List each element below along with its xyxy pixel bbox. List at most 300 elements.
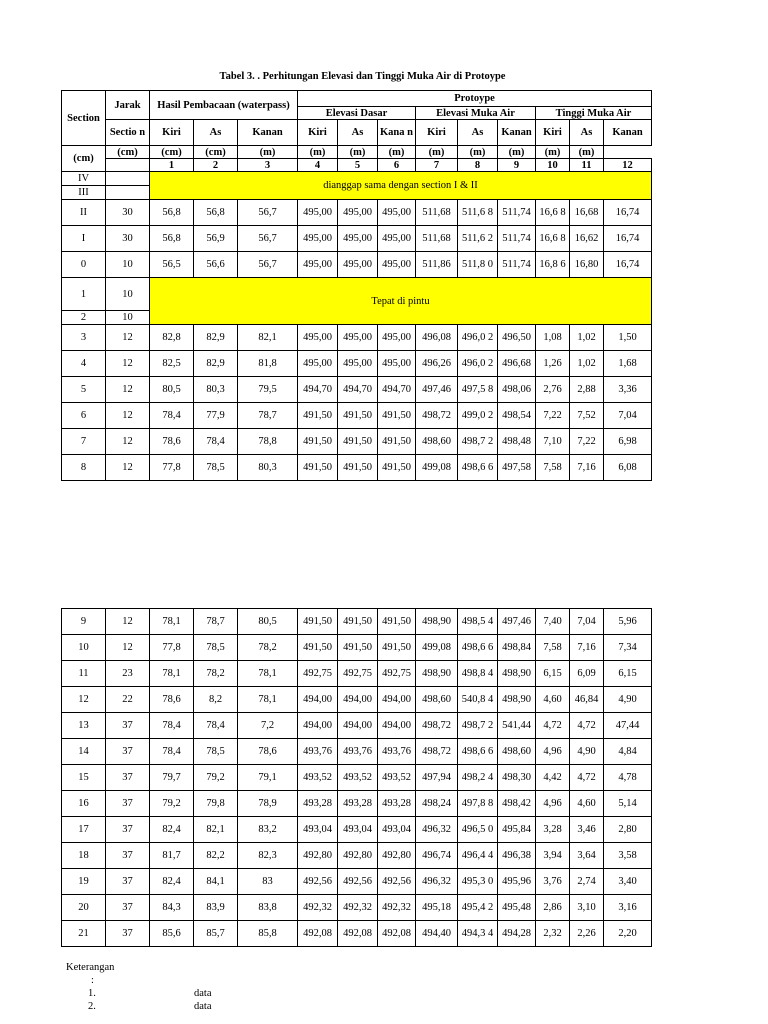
header-col: Kiri (536, 120, 570, 146)
dasar-as-cell: 491,50 (338, 455, 378, 481)
tinggi-kiri-cell: 2,86 (536, 895, 570, 921)
as-cm-cell: 82,2 (194, 843, 238, 869)
muka-air-as-cell: 511,6 8 (458, 200, 498, 226)
dasar-as-cell: 493,76 (338, 739, 378, 765)
header-unit: (m) (416, 146, 458, 159)
tinggi-kanan-cell: 5,96 (604, 609, 652, 635)
section-cell: 6 (62, 403, 106, 429)
tinggi-kanan-cell: 4,90 (604, 687, 652, 713)
kanan-cm-cell: 83,8 (238, 895, 298, 921)
muka-air-as-cell: 498,6 6 (458, 455, 498, 481)
header-num: 7 (416, 159, 458, 172)
muka-air-kanan-cell: 498,54 (498, 403, 536, 429)
as-cm-cell: 78,5 (194, 635, 238, 661)
dasar-kanan-cell: 491,50 (378, 403, 416, 429)
tinggi-kanan-cell: 6,08 (604, 455, 652, 481)
muka-air-kanan-cell: 498,90 (498, 687, 536, 713)
kanan-cm-cell: 78,7 (238, 403, 298, 429)
tinggi-kanan-cell: 4,78 (604, 765, 652, 791)
muka-air-as-cell: 499,0 2 (458, 403, 498, 429)
kiri-cm-cell: 78,6 (150, 687, 194, 713)
tinggi-kiri-cell: 3,28 (536, 817, 570, 843)
jarak-cell: 37 (106, 895, 150, 921)
jarak-cell: 22 (106, 687, 150, 713)
muka-air-kiri-cell: 498,90 (416, 609, 458, 635)
dasar-kanan-cell: 495,00 (378, 325, 416, 351)
kiri-cm-cell: 85,6 (150, 921, 194, 947)
dasar-kanan-cell: 493,76 (378, 739, 416, 765)
section-cell: 7 (62, 429, 106, 455)
muka-air-as-cell: 498,7 2 (458, 429, 498, 455)
as-cm-cell: 8,2 (194, 687, 238, 713)
muka-air-kanan-cell: 494,28 (498, 921, 536, 947)
dasar-as-cell: 494,00 (338, 687, 378, 713)
muka-air-as-cell: 540,8 4 (458, 687, 498, 713)
tinggi-kiri-cell: 16,6 8 (536, 226, 570, 252)
jarak-cell: 37 (106, 869, 150, 895)
muka-air-kanan-cell: 495,84 (498, 817, 536, 843)
muka-air-kanan-cell: 498,60 (498, 739, 536, 765)
header-unit: (m) (298, 146, 338, 159)
kanan-cm-cell: 56,7 (238, 226, 298, 252)
dasar-as-cell: 492,75 (338, 661, 378, 687)
header-unit: (m) (498, 146, 536, 159)
kiri-cm-cell: 56,5 (150, 252, 194, 278)
tinggi-as-cell: 7,52 (570, 403, 604, 429)
kiri-cm-cell: 82,4 (150, 869, 194, 895)
jarak-cell: 12 (106, 429, 150, 455)
tinggi-kanan-cell: 3,40 (604, 869, 652, 895)
muka-air-kanan-cell: 498,42 (498, 791, 536, 817)
muka-air-kiri-cell: 498,60 (416, 429, 458, 455)
tinggi-as-cell: 4,60 (570, 791, 604, 817)
muka-air-kiri-cell: 497,46 (416, 377, 458, 403)
dasar-as-cell: 493,52 (338, 765, 378, 791)
tinggi-kanan-cell: 6,15 (604, 661, 652, 687)
muka-air-as-cell: 496,4 4 (458, 843, 498, 869)
header-protoype: Protoype (298, 91, 652, 107)
dasar-as-cell: 495,00 (338, 200, 378, 226)
header-elevasi-muka-air: Elevasi Muka Air (416, 107, 536, 120)
tinggi-as-cell: 4,90 (570, 739, 604, 765)
dasar-kanan-cell: 491,50 (378, 635, 416, 661)
table-row (62, 200, 652, 226)
header-unit: (m) (238, 146, 298, 159)
header-unit-jarak: (cm) (62, 146, 106, 172)
tinggi-kiri-cell: 16,8 6 (536, 252, 570, 278)
tinggi-kanan-cell: 16,74 (604, 252, 652, 278)
muka-air-kiri-cell: 498,72 (416, 713, 458, 739)
muka-air-as-cell: 498,8 4 (458, 661, 498, 687)
header-unit: (m) (458, 146, 498, 159)
tinggi-kiri-cell: 3,76 (536, 869, 570, 895)
muka-air-kanan-cell: 511,74 (498, 252, 536, 278)
header-num: 6 (378, 159, 416, 172)
muka-air-kiri-cell: 496,32 (416, 817, 458, 843)
dasar-as-cell: 495,00 (338, 252, 378, 278)
kiri-cm-cell: 78,4 (150, 403, 194, 429)
tinggi-as-cell: 46,84 (570, 687, 604, 713)
tinggi-kanan-cell: 16,74 (604, 200, 652, 226)
dasar-as-cell: 492,32 (338, 895, 378, 921)
section-cell: 20 (62, 895, 106, 921)
table-row (62, 226, 652, 252)
tinggi-kanan-cell: 4,84 (604, 739, 652, 765)
dasar-as-cell: 493,04 (338, 817, 378, 843)
dasar-as-cell: 494,00 (338, 713, 378, 739)
kiri-cm-cell: 78,1 (150, 609, 194, 635)
jarak-cell: 12 (106, 325, 150, 351)
notes-item-number: 2. (88, 1001, 96, 1012)
as-cm-cell: 82,9 (194, 351, 238, 377)
section-cell: 4 (62, 351, 106, 377)
header-col: Kanan (498, 120, 536, 146)
tinggi-as-cell: 6,09 (570, 661, 604, 687)
as-cm-cell: 56,6 (194, 252, 238, 278)
header-num: 1 (150, 159, 194, 172)
section-cell: 10 (62, 635, 106, 661)
as-cm-cell: 56,8 (194, 200, 238, 226)
kanan-cm-cell: 78,8 (238, 429, 298, 455)
dasar-kiri-cell: 495,00 (298, 226, 338, 252)
header-unit: (cm) (106, 146, 150, 159)
header-col: Kanan (604, 120, 652, 146)
as-cm-cell: 79,8 (194, 791, 238, 817)
jarak-cell: 12 (106, 455, 150, 481)
section-cell: 8 (62, 455, 106, 481)
kiri-cm-cell: 77,8 (150, 635, 194, 661)
dasar-kanan-cell: 492,75 (378, 661, 416, 687)
dasar-kanan-cell: 491,50 (378, 429, 416, 455)
table-row (62, 687, 652, 713)
tinggi-kanan-cell: 3,16 (604, 895, 652, 921)
header-jarak: Jarak (106, 91, 150, 120)
elevation-table-part-2 (61, 608, 652, 947)
tinggi-kanan-cell: 47,44 (604, 713, 652, 739)
dasar-as-cell: 494,70 (338, 377, 378, 403)
dasar-kanan-cell: 492,80 (378, 843, 416, 869)
header-unit: (m) (378, 146, 416, 159)
jarak-cell: 23 (106, 661, 150, 687)
dasar-kanan-cell: 492,32 (378, 895, 416, 921)
kiri-cm-cell: 84,3 (150, 895, 194, 921)
kanan-cm-cell: 81,8 (238, 351, 298, 377)
muka-air-kanan-cell: 496,68 (498, 351, 536, 377)
kiri-cm-cell: 78,1 (150, 661, 194, 687)
as-cm-cell: 80,3 (194, 377, 238, 403)
tinggi-kiri-cell: 7,40 (536, 609, 570, 635)
jarak-cell (106, 172, 150, 186)
header-col: As (194, 120, 238, 146)
muka-air-kiri-cell: 494,40 (416, 921, 458, 947)
section-cell: 9 (62, 609, 106, 635)
dasar-kiri-cell: 491,50 (298, 609, 338, 635)
muka-air-kanan-cell: 511,74 (498, 226, 536, 252)
header-num: 5 (338, 159, 378, 172)
dasar-kanan-cell: 491,50 (378, 609, 416, 635)
kiri-cm-cell: 81,7 (150, 843, 194, 869)
tinggi-kanan-cell: 6,98 (604, 429, 652, 455)
muka-air-kanan-cell: 495,48 (498, 895, 536, 921)
muka-air-kiri-cell: 498,72 (416, 403, 458, 429)
table-title: Tabel 3. . Perhitungan Elevasi dan Tinggi Muka Air di Protoype (219, 71, 506, 82)
dasar-kanan-cell: 494,00 (378, 687, 416, 713)
dasar-kiri-cell: 494,70 (298, 377, 338, 403)
kanan-cm-cell: 78,2 (238, 635, 298, 661)
muka-air-kanan-cell: 541,44 (498, 713, 536, 739)
as-cm-cell: 82,9 (194, 325, 238, 351)
tinggi-as-cell: 7,22 (570, 429, 604, 455)
dasar-kanan-cell: 493,52 (378, 765, 416, 791)
jarak-cell: 12 (106, 635, 150, 661)
tinggi-as-cell: 2,26 (570, 921, 604, 947)
as-cm-cell: 78,5 (194, 739, 238, 765)
header-num: 4 (298, 159, 338, 172)
dasar-as-cell: 491,50 (338, 609, 378, 635)
table-row (62, 791, 652, 817)
dasar-as-cell: 491,50 (338, 635, 378, 661)
kanan-cm-cell: 79,5 (238, 377, 298, 403)
header-col: Kiri (298, 120, 338, 146)
tinggi-as-cell: 1,02 (570, 351, 604, 377)
table-row (62, 817, 652, 843)
dasar-as-cell: 491,50 (338, 429, 378, 455)
kiri-cm-cell: 79,7 (150, 765, 194, 791)
kanan-cm-cell: 83 (238, 869, 298, 895)
as-cm-cell: 77,9 (194, 403, 238, 429)
section-cell: I (62, 226, 106, 252)
dasar-kiri-cell: 493,52 (298, 765, 338, 791)
muka-air-as-cell: 495,3 0 (458, 869, 498, 895)
section-cell: 17 (62, 817, 106, 843)
dasar-kiri-cell: 492,56 (298, 869, 338, 895)
muka-air-kiri-cell: 496,26 (416, 351, 458, 377)
header-section-n: Sectio n (106, 120, 150, 146)
kanan-cm-cell: 83,2 (238, 817, 298, 843)
table-row (62, 895, 652, 921)
header-unit: (cm) (150, 146, 194, 159)
muka-air-kanan-cell: 498,90 (498, 661, 536, 687)
kanan-cm-cell: 78,9 (238, 791, 298, 817)
tinggi-as-cell: 3,10 (570, 895, 604, 921)
dasar-kanan-cell: 495,00 (378, 226, 416, 252)
tinggi-as-cell: 3,64 (570, 843, 604, 869)
dasar-kiri-cell: 495,00 (298, 351, 338, 377)
section-cell: IV (62, 172, 106, 186)
table-row (62, 429, 652, 455)
section-cell: 0 (62, 252, 106, 278)
header-num: 2 (194, 159, 238, 172)
tinggi-kiri-cell: 6,15 (536, 661, 570, 687)
header-col: Kiri (150, 120, 194, 146)
tinggi-kiri-cell: 4,96 (536, 739, 570, 765)
tinggi-kanan-cell: 2,20 (604, 921, 652, 947)
jarak-cell: 37 (106, 843, 150, 869)
as-cm-cell: 78,4 (194, 429, 238, 455)
section-cell: 16 (62, 791, 106, 817)
kiri-cm-cell: 82,4 (150, 817, 194, 843)
section-cell: 13 (62, 713, 106, 739)
notes-title: Keterangan (66, 962, 115, 973)
kanan-cm-cell: 56,7 (238, 200, 298, 226)
merged-note-tepat-di-pintu: Tepat di pintu (150, 278, 652, 325)
muka-air-as-cell: 498,6 6 (458, 739, 498, 765)
dasar-as-cell: 492,08 (338, 921, 378, 947)
muka-air-kiri-cell: 499,08 (416, 455, 458, 481)
table-row (62, 661, 652, 687)
muka-air-as-cell: 498,6 6 (458, 635, 498, 661)
tinggi-as-cell: 4,72 (570, 713, 604, 739)
table-row (62, 765, 652, 791)
section-cell: 15 (62, 765, 106, 791)
table-row (62, 403, 652, 429)
dasar-kiri-cell: 493,28 (298, 791, 338, 817)
muka-air-kiri-cell: 511,68 (416, 200, 458, 226)
tinggi-kiri-cell: 4,42 (536, 765, 570, 791)
tinggi-as-cell: 4,72 (570, 765, 604, 791)
dasar-kiri-cell: 491,50 (298, 635, 338, 661)
kiri-cm-cell: 77,8 (150, 455, 194, 481)
muka-air-as-cell: 498,2 4 (458, 765, 498, 791)
header-num: 12 (604, 159, 652, 172)
muka-air-as-cell: 496,0 2 (458, 351, 498, 377)
dasar-as-cell: 492,56 (338, 869, 378, 895)
dasar-as-cell: 492,80 (338, 843, 378, 869)
tinggi-kiri-cell: 7,22 (536, 403, 570, 429)
kanan-cm-cell: 78,1 (238, 687, 298, 713)
section-cell: 5 (62, 377, 106, 403)
dasar-kanan-cell: 492,08 (378, 921, 416, 947)
as-cm-cell: 85,7 (194, 921, 238, 947)
table-row (62, 843, 652, 869)
jarak-cell: 37 (106, 765, 150, 791)
notes-item-text: data (194, 1001, 212, 1012)
tinggi-kiri-cell: 16,6 8 (536, 200, 570, 226)
tinggi-kanan-cell: 1,50 (604, 325, 652, 351)
header-col: As (570, 120, 604, 146)
table-row (62, 713, 652, 739)
kiri-cm-cell: 79,2 (150, 791, 194, 817)
dasar-kanan-cell: 492,56 (378, 869, 416, 895)
as-cm-cell: 56,9 (194, 226, 238, 252)
muka-air-kanan-cell: 498,30 (498, 765, 536, 791)
jarak-cell: 12 (106, 351, 150, 377)
dasar-kiri-cell: 492,32 (298, 895, 338, 921)
tinggi-kanan-cell: 5,14 (604, 791, 652, 817)
muka-air-kiri-cell: 495,18 (416, 895, 458, 921)
muka-air-kanan-cell: 498,48 (498, 429, 536, 455)
muka-air-kiri-cell: 496,74 (416, 843, 458, 869)
muka-air-kiri-cell: 498,24 (416, 791, 458, 817)
elevation-table-part-1 (61, 90, 652, 481)
muka-air-kanan-cell: 495,96 (498, 869, 536, 895)
table-row (62, 635, 652, 661)
muka-air-as-cell: 495,4 2 (458, 895, 498, 921)
jarak-cell: 30 (106, 200, 150, 226)
muka-air-kanan-cell: 498,06 (498, 377, 536, 403)
section-cell: 3 (62, 325, 106, 351)
tinggi-kiri-cell: 7,58 (536, 635, 570, 661)
section-cell: 19 (62, 869, 106, 895)
table-row (62, 609, 652, 635)
notes-item (66, 1001, 212, 1014)
muka-air-as-cell: 511,6 2 (458, 226, 498, 252)
dasar-kanan-cell: 495,00 (378, 200, 416, 226)
kiri-cm-cell: 78,4 (150, 713, 194, 739)
dasar-kiri-cell: 495,00 (298, 252, 338, 278)
muka-air-kanan-cell: 497,58 (498, 455, 536, 481)
table-row (62, 377, 652, 403)
jarak-cell: 37 (106, 921, 150, 947)
muka-air-kanan-cell: 498,84 (498, 635, 536, 661)
tinggi-kanan-cell: 7,04 (604, 403, 652, 429)
section-cell: 11 (62, 661, 106, 687)
kiri-cm-cell: 82,5 (150, 351, 194, 377)
dasar-kiri-cell: 492,80 (298, 843, 338, 869)
jarak-cell: 10 (106, 252, 150, 278)
dasar-as-cell: 493,28 (338, 791, 378, 817)
table-row (62, 455, 652, 481)
header-unit: (m) (536, 146, 570, 159)
muka-air-as-cell: 511,8 0 (458, 252, 498, 278)
kiri-cm-cell: 78,4 (150, 739, 194, 765)
muka-air-kanan-cell: 511,74 (498, 200, 536, 226)
section-cell: 21 (62, 921, 106, 947)
kanan-cm-cell: 80,3 (238, 455, 298, 481)
header-num: 11 (570, 159, 604, 172)
dasar-kiri-cell: 492,75 (298, 661, 338, 687)
as-cm-cell: 82,1 (194, 817, 238, 843)
header-num: 10 (536, 159, 570, 172)
tinggi-kiri-cell: 1,08 (536, 325, 570, 351)
header-section: Section (62, 91, 106, 146)
table-row (62, 921, 652, 947)
dasar-kanan-cell: 491,50 (378, 455, 416, 481)
jarak-cell: 10 (106, 311, 150, 325)
tinggi-kanan-cell: 3,36 (604, 377, 652, 403)
header-col: Kanan (238, 120, 298, 146)
dasar-kiri-cell: 493,76 (298, 739, 338, 765)
muka-air-as-cell: 497,5 8 (458, 377, 498, 403)
dasar-kanan-cell: 494,00 (378, 713, 416, 739)
muka-air-as-cell: 494,3 4 (458, 921, 498, 947)
tinggi-kanan-cell: 1,68 (604, 351, 652, 377)
header-num: 9 (498, 159, 536, 172)
header-tinggi-muka-air: Tinggi Muka Air (536, 107, 652, 120)
tinggi-as-cell: 16,80 (570, 252, 604, 278)
as-cm-cell: 78,4 (194, 713, 238, 739)
jarak-cell: 12 (106, 403, 150, 429)
as-cm-cell: 78,5 (194, 455, 238, 481)
tinggi-as-cell: 7,04 (570, 609, 604, 635)
kiri-cm-cell: 56,8 (150, 226, 194, 252)
muka-air-kiri-cell: 497,94 (416, 765, 458, 791)
notes-item-number: 1. (88, 988, 96, 999)
merged-note-section-i-ii: dianggap sama dengan section I & II (150, 172, 652, 200)
jarak-cell: 12 (106, 377, 150, 403)
tinggi-kiri-cell: 2,76 (536, 377, 570, 403)
table-row (62, 739, 652, 765)
as-cm-cell: 79,2 (194, 765, 238, 791)
dasar-kiri-cell: 491,50 (298, 403, 338, 429)
tinggi-as-cell: 7,16 (570, 635, 604, 661)
muka-air-as-cell: 497,8 8 (458, 791, 498, 817)
header-unit: (m) (570, 146, 604, 159)
jarak-cell (106, 186, 150, 200)
jarak-cell: 37 (106, 817, 150, 843)
kiri-cm-cell: 80,5 (150, 377, 194, 403)
dasar-kiri-cell: 495,00 (298, 325, 338, 351)
